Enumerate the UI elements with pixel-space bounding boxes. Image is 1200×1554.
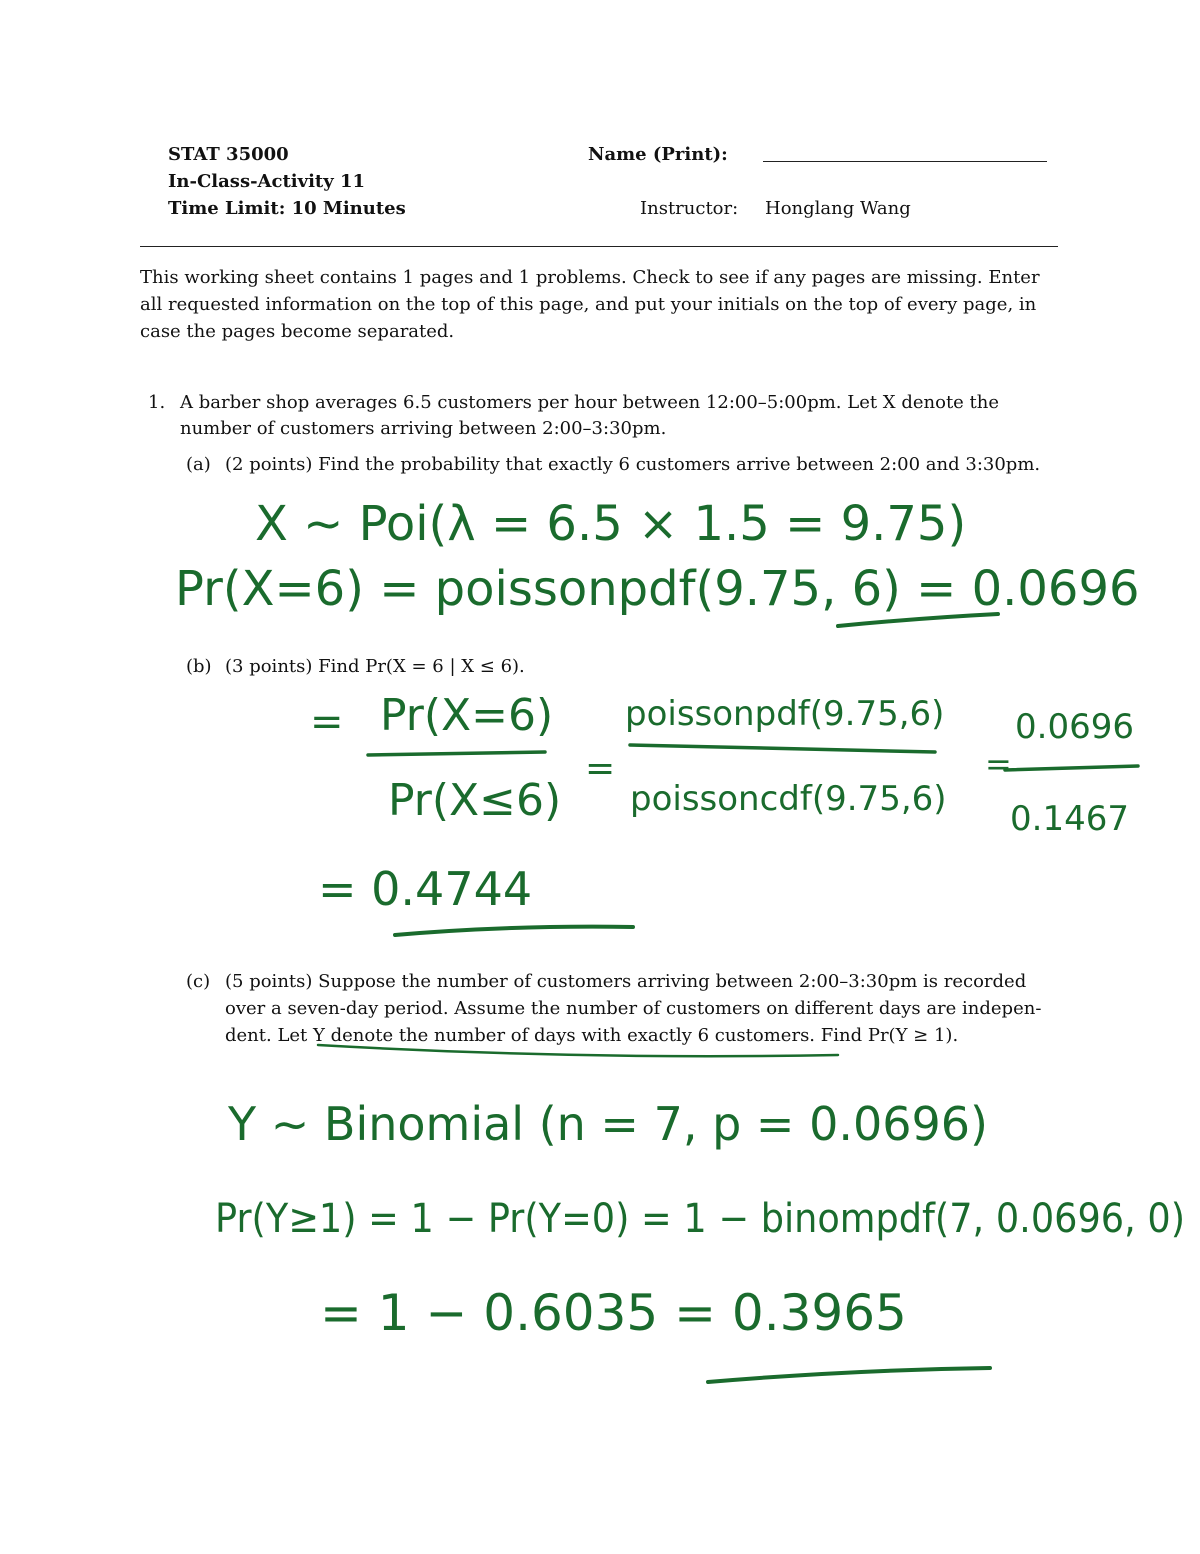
- part-c-line-2: over a seven-day period. Assume the number of customers on different days are indepen-: [225, 998, 1042, 1019]
- answer-b-equals-3: =: [985, 745, 1012, 783]
- problem-number: 1.: [148, 392, 166, 413]
- part-b-label: (b): [186, 656, 212, 677]
- answer-c-underline: [708, 1368, 990, 1382]
- answer-b-numerator-1: Pr(X=6): [380, 690, 554, 741]
- answer-b-numerator-3: 0.0696: [1015, 707, 1134, 747]
- answer-b-denominator-3: 0.1467: [1010, 799, 1129, 839]
- intro-line-3: case the pages become separated.: [140, 321, 455, 342]
- intro-line-1: This working sheet contains 1 pages and 1 problems. Check to see if any pages are missing. Enter: [140, 267, 1040, 288]
- answer-b-equals-2: =: [585, 748, 616, 789]
- answer-b-fraction-bar-2: [630, 745, 935, 752]
- part-c-line-3: dent. Let Y denote the number of days with exactly 6 customers. Find Pr(Y ≥ 1).: [225, 1025, 959, 1046]
- answer-b-fraction-bar-3: [1005, 766, 1138, 770]
- answer-b-numerator-2: poissonpdf(9.75,6): [625, 694, 945, 734]
- answer-b-denominator-2: poissoncdf(9.75,6): [630, 779, 947, 819]
- activity-title: In-Class-Activity 11: [168, 171, 366, 192]
- answer-b-denominator-1: Pr(X≤6): [388, 775, 562, 826]
- answer-b-underline: [395, 927, 633, 935]
- time-limit: Time Limit: 10 Minutes: [168, 198, 406, 219]
- problem-statement-line-1: A barber shop averages 6.5 customers per hour between 12:00–5:00pm. Let X denote the: [180, 392, 1000, 413]
- part-c-line-1: (5 points) Suppose the number of customers arriving between 2:00–3:30pm is recorded: [225, 971, 1027, 992]
- problem-statement-line-2: number of customers arriving between 2:00–3:30pm.: [180, 418, 667, 439]
- part-a-label: (a): [186, 454, 211, 475]
- name-label: Name (Print):: [588, 144, 728, 165]
- answer-c-line-3: = 1 − 0.6035 = 0.3965: [320, 1284, 907, 1342]
- answer-a-line-1: X ~ Poi(λ = 6.5 × 1.5 = 9.75): [255, 496, 967, 552]
- part-c-text-underline: [318, 1045, 838, 1056]
- instructor-label: Instructor:: [640, 198, 739, 219]
- part-c-label: (c): [186, 971, 211, 992]
- answer-b-result: = 0.4744: [318, 862, 533, 916]
- answer-b-fraction-bar-1: [368, 752, 545, 755]
- answer-a-line-2: Pr(X=6) = poissonpdf(9.75, 6) = 0.0696: [175, 561, 1140, 617]
- part-a-text: (2 points) Find the probability that exactly 6 customers arrive between 2:00 and 3:30pm.: [225, 454, 1041, 475]
- answer-c-line-1: Y ~ Binomial (n = 7, p = 0.0696): [228, 1097, 988, 1151]
- instructor-name: Honglang Wang: [765, 198, 911, 219]
- answer-c-line-2: Pr(Y≥1) = 1 − Pr(Y=0) = 1 − binompdf(7, 0.0696, 0): [215, 1196, 1185, 1242]
- part-b-text: (3 points) Find Pr(X = 6 | X ≤ 6).: [225, 656, 525, 677]
- answer-b-equals-1: =: [310, 699, 344, 745]
- course-code: STAT 35000: [168, 144, 289, 165]
- intro-line-2: all requested information on the top of this page, and put your initials on the top of every page, in: [140, 294, 1037, 315]
